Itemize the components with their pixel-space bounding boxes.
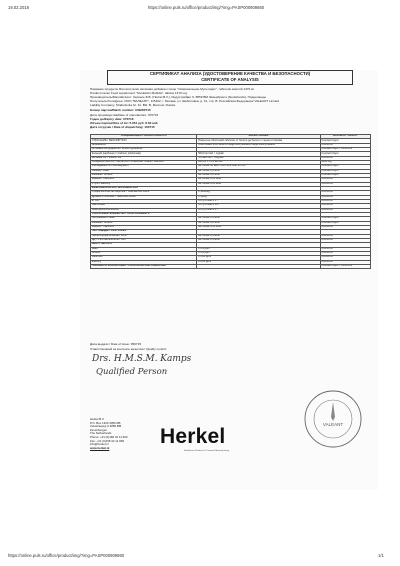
meta-batch: Номер партии/Batch number: 049280715 bbox=[90, 108, 151, 112]
cell-result: Conforms bbox=[320, 191, 370, 195]
cell-characteristic: ПЕСТИЦИДЫ / PESTICIDES bbox=[91, 230, 197, 234]
valeant-stamp bbox=[302, 388, 364, 450]
address-line: Herkel B.V. bbox=[90, 417, 105, 421]
signature-title: Qualified Person bbox=[96, 367, 168, 377]
cell-norm: Не более 0,2 мг/кг bbox=[197, 173, 320, 177]
meta-consignee: Получатель/Consignee: ООО "ВАЛЕАНТ", 115162, г. Москва, ул. Шаболовка, д. 31, стр. Б; Российская Федерация/ VALEANT Limited bbox=[90, 99, 280, 103]
cell-characteristic: Arsenic bbox=[91, 251, 197, 255]
cell-norm: ≤ 100/g bbox=[197, 195, 320, 199]
meta-consignee-address: Liability Company, Shabolovka St. 31, Bld. B, Moscow, Russia bbox=[90, 103, 176, 107]
cell-norm: Не более 0,1 мг/кг bbox=[197, 238, 320, 242]
cell-characteristic: Распадаемость / Disintegration bbox=[91, 165, 197, 169]
meta-manufacture-date: Дата производства/Date of manufacture: 070715 bbox=[90, 113, 159, 117]
cell-result: Conforms bbox=[320, 260, 370, 264]
cell-characteristic: ТОКСИЧНЫЕ ЭЛЕМЕНТЫ / TOXIC ELEMENTS bbox=[91, 212, 197, 216]
cell-result: Conforms bbox=[320, 195, 370, 199]
cell-result: Соответствует bbox=[320, 139, 370, 143]
cell-norm: Не более 0,2 мг/кг bbox=[197, 221, 320, 225]
address-line: P.O. Box 1326 3050 RB bbox=[90, 420, 121, 425]
cell-result: Conforms bbox=[320, 256, 370, 260]
herkel-tagline: Healthcare Products & Contract Manufacturing bbox=[184, 450, 230, 452]
herkel-logo: Herkel bbox=[160, 425, 226, 448]
meta-product-ru: Название продукта: Биологически активная добавка к пище "Симвокальцин Мультидис", таблетки массой 1470 мг bbox=[90, 87, 255, 91]
cell-result: Conforms bbox=[320, 225, 370, 229]
signature-name: Drs. H.M.S.M. Kamps bbox=[92, 354, 192, 364]
cell-norm: 500,0 мг/таб. / mg/tab. bbox=[197, 152, 320, 156]
cell-norm: 5,0 мкг/таб. / mcg/tab. bbox=[197, 156, 320, 160]
cell-characteristic: Мышьяк / Arsenic bbox=[91, 221, 197, 225]
cell-characteristic: Appearance bbox=[91, 143, 197, 147]
address-line: Phone: +31 (0)168 32 11 900 bbox=[90, 434, 128, 439]
cell-characteristic: E. coli bbox=[91, 199, 197, 203]
browser-footer-url[interactable]: https://online.puls.ru/office/product/img/?img=PASP000909860 bbox=[8, 553, 125, 558]
certificate-title bbox=[107, 70, 353, 85]
cell-result: Соответствует bbox=[320, 217, 370, 221]
address-line: Industrieweg 6 3859 BM bbox=[90, 424, 122, 429]
cell-norm: Отсутствие в 1 г bbox=[197, 199, 320, 203]
browser-url[interactable]: https://online.puls.ru/office/product/img/?img=PASP000909860 bbox=[148, 5, 265, 10]
meta-manufacturer: Производитель/Manufacturer: Херкель Б.В. (Herkel B.V.), Индустрийвег 6, 8859 ВМ Зевенбрюгге (Nederlands), Нидерланды bbox=[90, 95, 266, 99]
meta-dispatch: Дата отгрузки / Date of dispatching: 100715 bbox=[90, 125, 155, 129]
cell-norm: Oval coated from white to beige and yellowish beige oblong tablets bbox=[197, 143, 320, 147]
address-line: Zevenbergen bbox=[90, 427, 108, 432]
cell-norm: ≤ 0,03 ppm bbox=[197, 256, 320, 260]
cell-result: Conforms bbox=[320, 156, 370, 160]
browser-date: 19.02.2018 bbox=[8, 5, 29, 10]
cell-characteristic: МИКРОБИОЛОГИЯ / MICROBIOLOGY bbox=[91, 186, 197, 190]
cell-characteristic: Мышьяк / Arsenic bbox=[91, 173, 197, 177]
cell-result: Соответствует bbox=[320, 221, 370, 225]
cell-result: Conforms bbox=[320, 204, 370, 208]
cell-norm: Отсутствие в 10 г bbox=[197, 204, 320, 208]
cell-characteristic: Дрожжи и плесени / Yeast and mould bbox=[91, 195, 197, 199]
cell-norm bbox=[197, 264, 320, 268]
cell-norm: ≤ 0,3 ppm bbox=[197, 247, 320, 251]
table-row bbox=[91, 264, 371, 268]
cell-result: Conforms bbox=[320, 182, 370, 186]
cell-characteristic: Активные ингредиенты / Active ingredients bbox=[91, 147, 197, 151]
cell-characteristic: Lead bbox=[91, 247, 197, 251]
cell-characteristic: СРЕДНЯЯ МАССА ТАБЛЕТКИ / AVERAGE TABLET WEIGHT bbox=[91, 160, 197, 164]
cell-characteristic: Ртуть / Mercury bbox=[91, 182, 197, 186]
cell-result: Conforms bbox=[320, 199, 370, 203]
cell-characteristic: ОПИСАНИЕ / DESCRIPTION bbox=[91, 139, 197, 143]
cell-norm: Не более 30 мин / Not more than 30 min bbox=[197, 165, 320, 169]
cell-characteristic: ПАКОВКА И МАРКИРОВКА / PACKAGING AND LABELLING bbox=[91, 264, 197, 268]
meta-lot-size: Объем партии/Size of lot: 5.054 руб. 8.60 кой. bbox=[90, 121, 159, 125]
cell-characteristic: Свинец / Lead bbox=[91, 169, 197, 173]
cell-result: Conforms bbox=[320, 251, 370, 255]
cell-norm: Не более 0,3 мг/кг bbox=[197, 169, 320, 173]
meta-expiry: Годен до/Expiry date: 070718 bbox=[90, 117, 134, 121]
cell-result: Conforms bbox=[320, 238, 370, 242]
cell-characteristic: ДДТ и его метаболиты / DDT bbox=[91, 238, 197, 242]
cell-norm: Не более 0,3 мг/кг bbox=[197, 217, 320, 221]
cell-result: Соответствует / Conforms bbox=[320, 147, 370, 151]
cell-norm: Не более 0,1 мг/кг bbox=[197, 234, 320, 238]
cell-result: Соответствует bbox=[320, 165, 370, 169]
cell-norm: Отсутствие в 1 г bbox=[197, 208, 320, 212]
cell-characteristic: Salmonella bbox=[91, 204, 197, 208]
cell-characteristic: Кадмий / Cadmium bbox=[91, 225, 197, 229]
cell-characteristic: Кадмий / Cadmium bbox=[91, 178, 197, 182]
cell-norm: Не более 0,03 мг/кг bbox=[197, 225, 320, 229]
cell-norm: Не более 0,03 мг/кг bbox=[197, 182, 320, 186]
cell-result: Соответствует bbox=[320, 173, 370, 177]
cell-result: Conforms bbox=[320, 178, 370, 182]
cell-result: Conforms bbox=[320, 247, 370, 251]
cell-characteristic: Mercury bbox=[91, 260, 197, 264]
header-result: РЕЗУЛЬТАТ / RESULT bbox=[320, 135, 370, 139]
certificate-document bbox=[80, 70, 378, 490]
company-address bbox=[90, 418, 127, 450]
address-line: The Netherlands bbox=[90, 431, 112, 436]
cell-characteristic: Лиственный / Lead bbox=[91, 217, 197, 221]
quality-control-label: Ответственный за контроль качества / Quality control: bbox=[90, 347, 167, 351]
cell-norm: ≤ 0,2 ppm bbox=[197, 251, 320, 255]
page-count: 1/1 bbox=[378, 553, 384, 558]
address-link: www.herkel.nl bbox=[90, 445, 110, 450]
cell-characteristic: HEAVY METALS bbox=[91, 243, 197, 247]
cell-result: Соответствует bbox=[320, 152, 370, 156]
cell-result: Соответствует / Conforms bbox=[320, 264, 370, 268]
header-characteristics: СПЕЦИФИКАЦИЯ / CHARACTERISTICS bbox=[91, 135, 197, 139]
address-line: Fax: +31 (0)168 32 11 999 bbox=[90, 438, 124, 443]
cell-result: 1460 mg bbox=[320, 160, 370, 164]
stamp-label: VALEANT bbox=[322, 422, 344, 427]
address-line: info@herkel.nl bbox=[90, 442, 109, 447]
cell-norm: Покрытые оболочкой таблетки от белого до белого с серым оттенком bbox=[197, 139, 320, 143]
cell-characteristic: Cadmium bbox=[91, 256, 197, 260]
cell-characteristic: Общее количество аэробов / Total aerobic count bbox=[91, 191, 197, 195]
cell-characteristic: Staphylococcus aureus bbox=[91, 208, 197, 212]
analysis-table bbox=[90, 134, 371, 269]
cell-characteristic: Кальций (карбонат) / Calcium (carbonate) bbox=[91, 152, 197, 156]
issue-date: Дата выдачи / Date of issue: 050715 bbox=[90, 342, 142, 346]
cell-result: Conforms bbox=[320, 143, 370, 147]
cell-result: Conforms bbox=[320, 234, 370, 238]
cell-characteristic: Витамин D3 / Vitamin D3 bbox=[91, 156, 197, 160]
cell-norm: 1470,0 ± 73,5 мг/таб. bbox=[197, 160, 320, 164]
cell-norm: ≤ 10000/g bbox=[197, 191, 320, 195]
cell-norm: Не более 0,03 мг/кг bbox=[197, 178, 320, 182]
header-norms: НОРМА / NORMS bbox=[197, 135, 320, 139]
title-russian: СЕРТИФИКАТ АНАЛИЗА (УДОСТОВЕРЕНИЕ КАЧЕСТВА И БЕЗОПАСНОСТИ) bbox=[149, 71, 311, 76]
cell-result: Conforms bbox=[320, 208, 370, 212]
cell-characteristic: Гексахлорциклогексан / HCH bbox=[91, 234, 197, 238]
cell-norm: ≤ 0,03 ppm bbox=[197, 260, 320, 264]
meta-product-en: Product name/ Food supplement "Sivokalcin Multidis", tablets 1470 mg bbox=[90, 91, 187, 95]
cell-result: Соответствует bbox=[320, 169, 370, 173]
title-english: CERTIFICATE OF ANALYSIS bbox=[201, 76, 259, 82]
